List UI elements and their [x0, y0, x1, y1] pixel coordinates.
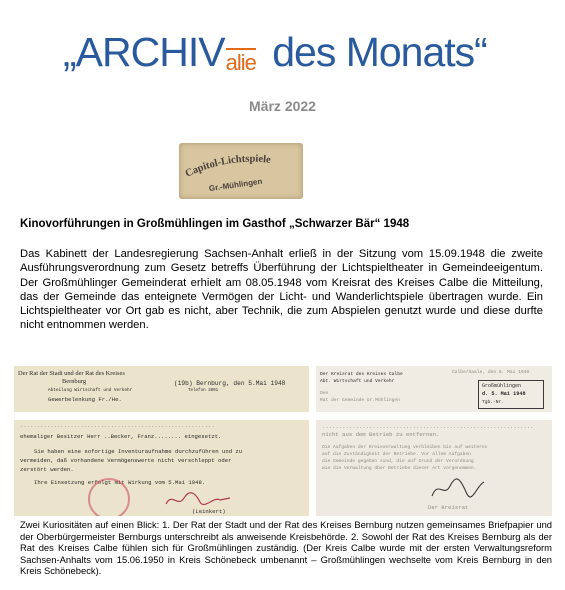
document-scan-calbe-header: [316, 366, 552, 412]
stamp-line-2: Gr.-Mühlingen: [208, 176, 263, 194]
doc4-line1: ...............................................................: [322, 423, 534, 430]
doc3-line5: Ihre Einsetzung erfolgt mit Wirkung vom 5.Mai 1948.: [34, 479, 206, 486]
doc2-dept: Abt. Wirtschaft und Verkehr: [320, 379, 395, 384]
doc4-line6: wie die Verwaltung über Betriebe dieser Art vorgenommen.: [322, 466, 477, 471]
doc2-stamp-line3: Tgb.-Nr.: [482, 400, 505, 405]
stamp-line-1: Capitol-Lichtspiele: [183, 153, 272, 180]
doc4-line4: auf die Zuständigkeit der Betriebe. Vor allem Aufgaben: [322, 452, 471, 457]
doc3-line2: Sie haben eine sofortige Inventuraufnahme durchzuführen und zu: [34, 448, 243, 455]
doc1-place-date: (19b) Bernburg, den 5.Mai 1948: [174, 380, 286, 387]
logo-alie-text: alie: [225, 50, 256, 75]
article-body: Das Kabinett der Landesregierung Sachsen-Anhalt erließ in der Sitzung vom 15.09.1948 die zweite Ausführungsverordnung zum Gesetz betreffs Überführung der Lichtspieltheater in Gemeindeeigentum. Der Großmühlinger Gemeinderat erhielt am 08.05.1948 vom Kreisrat des Kreises Calbe die Mitteilung, das der Gemeinde das enteignete Vermögen der Licht- und Wanderlichtspiele übertragen wurde. Ein Lichtspieltheater vor Ort gab es nicht, aber Technik, die zum Abspielen genutzt wurde und diese durfte nicht entnommen werden.: [20, 248, 543, 332]
doc4-signature: [428, 476, 488, 502]
logo-close-quote: “: [474, 29, 487, 75]
doc2-stamp-line2: d. 5. Mai 1948: [482, 391, 526, 397]
doc3-signature: [164, 490, 234, 510]
doc2-sender: Der Kreisrat des Kreises Calbe: [320, 372, 403, 377]
doc3-line4: zerstört werden.: [20, 466, 74, 473]
doc2-to-line1: Den: [320, 391, 329, 396]
cinema-stamp-image: [179, 143, 303, 199]
doc4-signer-title: Der Kreisrat: [428, 504, 469, 511]
doc3-signer: (Leinkert): [192, 508, 226, 515]
doc1-sender-line4: Gewerbelenkung Fr./He.: [48, 396, 122, 403]
doc1-phone: Telefon 3801: [188, 389, 219, 393]
doc4-line2: nicht aus dem Betrieb zu entfernen.: [322, 431, 440, 438]
doc3-line1: ehemaliger Besitzer Herr ..Becker, Franz........ eingesetzt.: [20, 433, 222, 440]
doc4-line5: die Gemeinde gegeben sind, die auf Grund der Verordnung: [322, 459, 474, 464]
issue-month: März 2022: [249, 98, 316, 114]
doc3-faint-line: ..........................................................: [20, 422, 215, 429]
masthead: [0, 28, 565, 92]
document-scan-bernburg-body: [14, 420, 309, 516]
logo-archiv-text: ARCHIV: [75, 29, 225, 75]
doc1-sender-line1: Der Rat der Stadt und der Rat des Kreises: [18, 370, 125, 377]
doc2-stamp-line1: Großmühlingen: [482, 383, 522, 389]
doc3-red-seal: [88, 478, 130, 516]
archivalie-logo: [63, 29, 487, 75]
logo-open-quote: „: [63, 29, 76, 75]
doc2-header-right: Calbe/Saale, den 8. Mai 1948: [452, 370, 530, 375]
logo-alie-rule: [226, 48, 256, 50]
doc4-line3: Die Aufgaben der Kreisverwaltung verbleiben bis auf weiteres: [322, 445, 488, 450]
document-scan-bernburg-header: [14, 366, 309, 412]
document-scan-calbe-body: [316, 420, 552, 516]
image-caption: Zwei Kuriositäten auf einen Blick: 1. Der Rat der Stadt und der Rat des Kreises Bernburg nutzen gemeinsames Briefpapier und der Oberbürgermeister Bernburgs unterschreibt als anweisende Kreisbehörde. 2. Sowohl der Rat des Kreises Bernburg als der Rat des Kreises Calbe fühlen sich für Großmühlingen zuständig. (Der Kreis Calbe wurde mit der ersten Verwaltungsreform Sachsen-Anhalts vom 15.06.1950 in Kreis Schönebeck umbenannt – Großmühlingen wechselte vom Kreis Bernburg in den Kreis Schönebeck).: [20, 519, 552, 577]
doc1-sender-line2: Bernburg: [62, 378, 87, 385]
doc1-sender-line3: Abteilung Wirtschaft und Verkehr: [48, 388, 133, 393]
doc2-to-line2: Rat der Gemeinde Gr.Mühlingen: [320, 398, 400, 403]
doc2-received-stamp: [478, 380, 544, 409]
logo-des-monats-text: des Monats: [261, 29, 475, 75]
article-title: Kinovorführungen in Großmühlingen im Gasthof „Schwarzer Bär“ 1948: [20, 218, 410, 230]
doc3-line3: vermeiden, daß vorhandene Vermögenswerte nicht verschleppt oder: [20, 457, 232, 464]
